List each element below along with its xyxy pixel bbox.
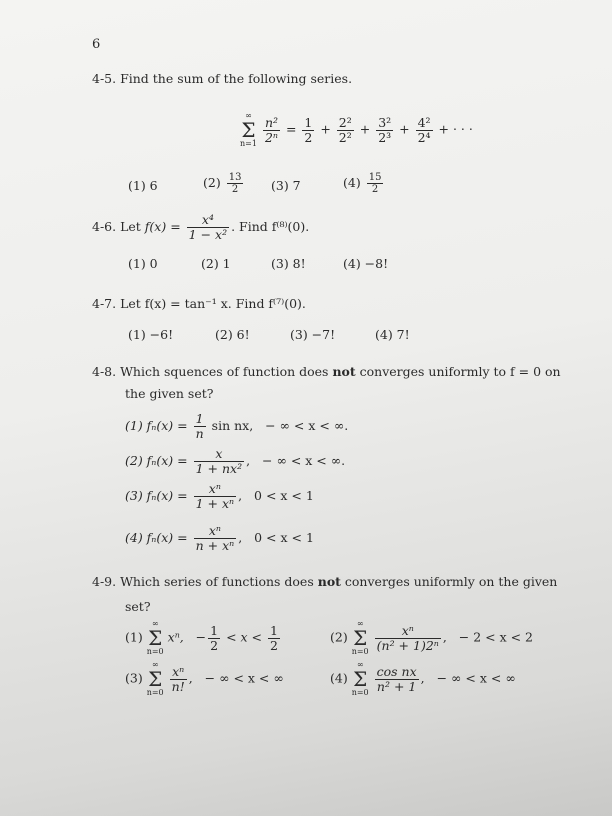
q47-option-2: (2) 6!: [215, 327, 250, 342]
q45-term-2: $\frac{\text{2²}}{\text{2²}}$: [338, 114, 352, 145]
q48-item-4: (4) fₙ(x) = $\frac{\text{xⁿ}}{\text{n + xⁿ}}$ , 0 < x < 1: [125, 523, 314, 553]
q47-option-3: (3) −7!: [290, 327, 336, 342]
q45-sigma: ∞ Σ n=1: [240, 111, 257, 148]
q48-item-2: (2) fₙ(x) = $\frac{x}{\text{1 + nx²}}$ , − ∞ < x < ∞.: [125, 446, 346, 476]
q49-stem-line2: set?: [125, 599, 151, 614]
q48-stem-line1: 4-8. Which squences of function does not converges uniformly to f = 0 on: [92, 364, 561, 379]
q45-series: ∞ Σ n=1 $\frac{\text{n²}}{\text{2ⁿ}}$ = $\frac{1}{2}$ + $\frac{\text{2²}}{\text{2²}}$ + $\frac{\text{3²}}{\text{2³}}$ + $\frac{\text{4²}}{\text{2⁴}}$ + · · ·: [240, 111, 473, 148]
q45-stem: 4-5. Find the sum of the following series.: [92, 71, 353, 86]
q48-item-3: (3) fₙ(x) = $\frac{\text{xⁿ}}{\text{1 + xⁿ}}$ , 0 < x < 1: [125, 481, 314, 511]
q49-stem-line1: 4-9. Which series of functions does not converges uniformly on the given: [92, 574, 558, 589]
q49-item-2: (2) ∞ Σ n=0 $\frac{\text{xⁿ}}{\text{(n² + 1)2ⁿ}}$ , − 2 < x < 2: [330, 619, 534, 656]
q49-item-1: (1) ∞ Σ n=0 xⁿ, − $\frac{1}{2}$ < x < $\frac{1}{2}$: [125, 619, 278, 656]
q45-option-4: (4) $\frac{15}{2}$: [343, 172, 382, 195]
q49-item-3: (3) ∞ Σ n=0 $\frac{\text{xⁿ}}{n!}$ , − ∞ < x < ∞: [125, 660, 284, 697]
q45-option-3: (3) 7: [271, 178, 301, 193]
q46-option-1: (1) 0: [128, 256, 158, 271]
q47-option-4: (4) 7!: [375, 327, 410, 342]
q47-option-1: (1) −6!: [128, 327, 174, 342]
q46-option-3: (3) 8!: [271, 256, 306, 271]
q46-stem: 4-6. Let f(x) = $\frac{\text{x⁴}}{\text{1 − x²}}$ . Find f⁽⁸⁾(0).: [92, 212, 310, 242]
q46-option-4: (4) −8!: [343, 256, 389, 271]
q49-item-4: (4) ∞ Σ n=0 $\frac{\text{cos nx}}{\text{n² + 1}}$ , − ∞ < x < ∞: [330, 660, 516, 697]
q48-stem-line2: the given set?: [125, 386, 214, 401]
q47-stem: 4-7. Let f(x) = tan⁻¹ x. Find f⁽⁷⁾(0).: [92, 296, 306, 311]
q45-option-2: (2) $\frac{13}{2}$: [203, 172, 242, 195]
q45-term-1: $\frac{1}{2}$: [304, 114, 313, 145]
q46-option-2: (2) 1: [201, 256, 231, 271]
q45-term-3: $\frac{\text{3²}}{\text{2³}}$: [378, 114, 392, 145]
page-number: 6: [92, 37, 101, 52]
q45-option-1: (1) 6: [128, 178, 158, 193]
q45-term-4: $\frac{\text{4²}}{\text{2⁴}}$: [417, 114, 431, 145]
q48-item-1: (1) fₙ(x) = $\frac{1}{n}$ sin nx, − ∞ < x < ∞.: [125, 411, 349, 441]
q45-lhs: $\frac{\text{n²}}{\text{2ⁿ}}$: [264, 114, 278, 145]
